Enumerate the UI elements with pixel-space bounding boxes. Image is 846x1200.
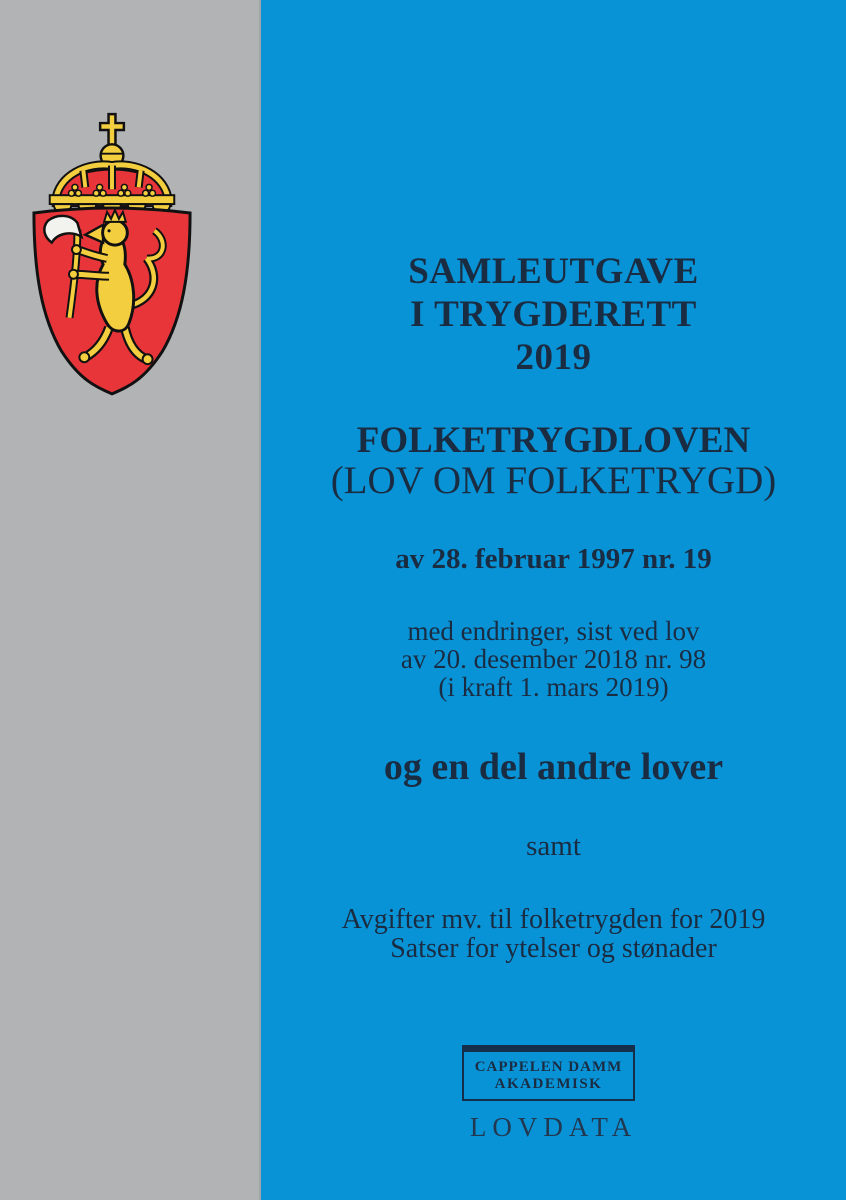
crown-cross-icon — [100, 114, 124, 145]
amendments-note — [261, 617, 846, 701]
law-subtitle: (LOV OM FOLKETRYGD) — [330, 459, 777, 502]
publisher-secondary: LOVDATA — [469, 1112, 638, 1142]
connector-word: samt — [526, 830, 581, 862]
appendix-note — [261, 905, 846, 963]
title-year: 2019 — [515, 337, 592, 378]
amendments-line-2: av 20. desember 2018 nr. 98 — [400, 644, 707, 674]
publisher-name-line-1: CAPPELEN DAMM — [474, 1059, 623, 1075]
amendments-line-1: med endringer, sist ved lov — [407, 616, 700, 646]
spine-band — [0, 0, 261, 1200]
other-laws-line: og en del andre lover — [383, 746, 724, 788]
appendix-line-1: Avgifter mv. til folketrygden for 2019 — [341, 904, 766, 935]
law-date: av 28. februar 1997 nr. 19 — [395, 543, 712, 575]
publisher-logo — [462, 1045, 635, 1101]
title-line-2: I TRYGDERETT — [410, 294, 697, 335]
title-line-1: SAMLEUTGAVE — [408, 251, 699, 292]
book-title — [261, 250, 846, 379]
publisher-name-line-2: AKADEMISK — [494, 1076, 603, 1092]
appendix-line-2: Satser for ytelser og stønader — [390, 933, 717, 964]
amendments-line-3: (i kraft 1. mars 2019) — [438, 672, 669, 702]
law-title: FOLKETRYGDLOVEN — [356, 420, 751, 461]
norway-coat-of-arms-icon — [28, 110, 196, 397]
